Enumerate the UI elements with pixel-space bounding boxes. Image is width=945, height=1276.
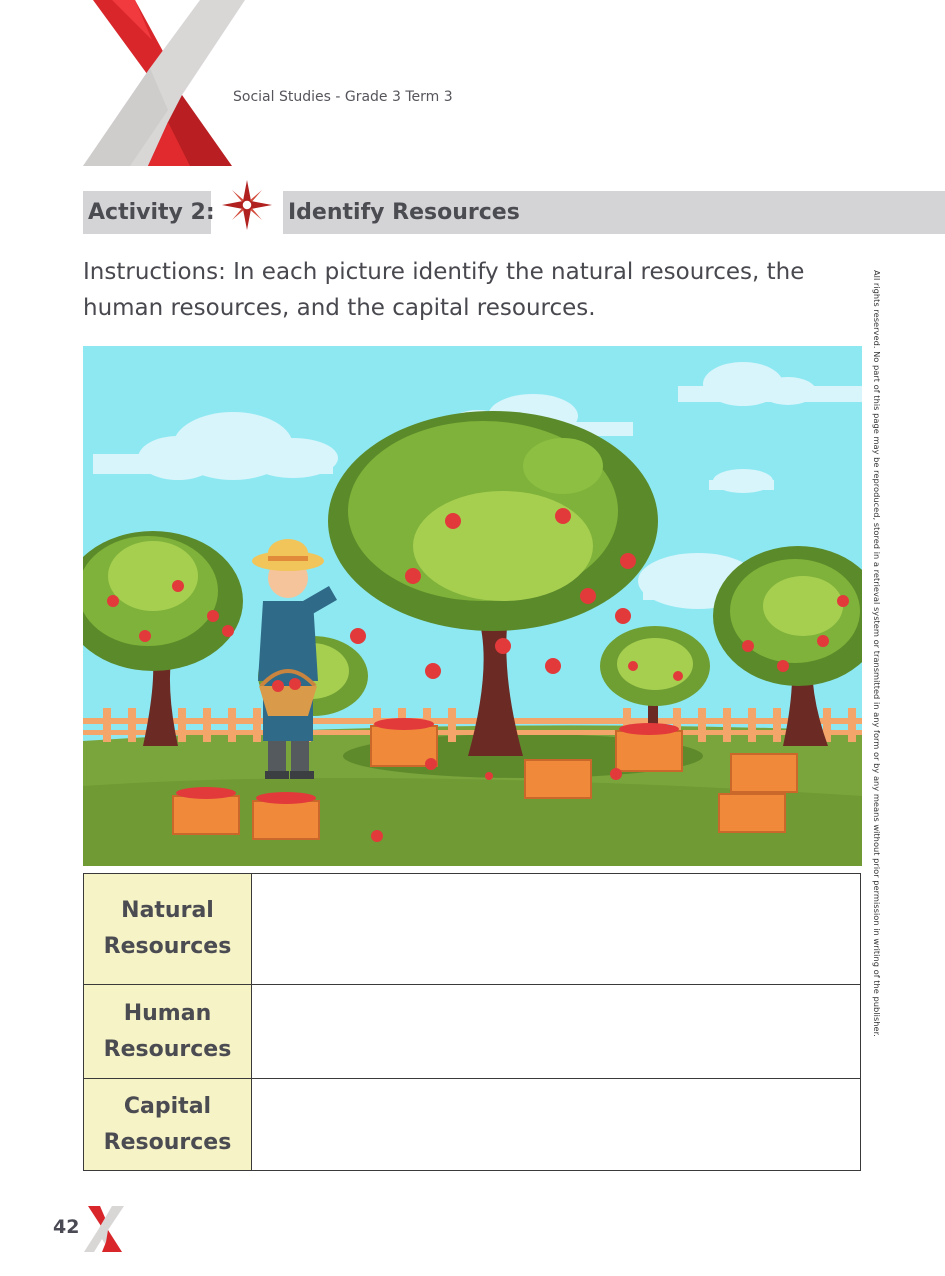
human-resources-label: Human Resources xyxy=(84,985,252,1079)
resources-table xyxy=(83,873,861,1171)
brand-logo xyxy=(0,0,260,170)
table-row xyxy=(84,1079,861,1171)
table-row xyxy=(84,874,861,985)
footer-logo xyxy=(84,1206,126,1252)
compass-rose-icon xyxy=(220,178,274,232)
human-resources-answer-cell[interactable] xyxy=(252,985,861,1079)
table-row xyxy=(84,985,861,1079)
activity-title: Identify Resources xyxy=(288,200,520,225)
capital-resources-answer-cell[interactable] xyxy=(252,1079,861,1171)
copyright-notice: All rights reserved. No part of this page may be reproduced, stored in a retrieval system or transmitted in any form or by any means without prior permission in writing of the publisher. xyxy=(872,270,882,1037)
page-number: 42 xyxy=(53,1216,80,1238)
activity-label: Activity 2: xyxy=(88,200,215,225)
natural-resources-answer-cell[interactable] xyxy=(252,874,861,985)
natural-resources-label: Natural Resources xyxy=(84,874,252,985)
course-header: Social Studies - Grade 3 Term 3 xyxy=(233,89,453,105)
capital-resources-label: Capital Resources xyxy=(84,1079,252,1171)
orchard-illustration xyxy=(83,346,862,866)
instructions-text: Instructions: In each picture identify the natural resources, the human resources, and the capital resources. xyxy=(83,259,805,321)
